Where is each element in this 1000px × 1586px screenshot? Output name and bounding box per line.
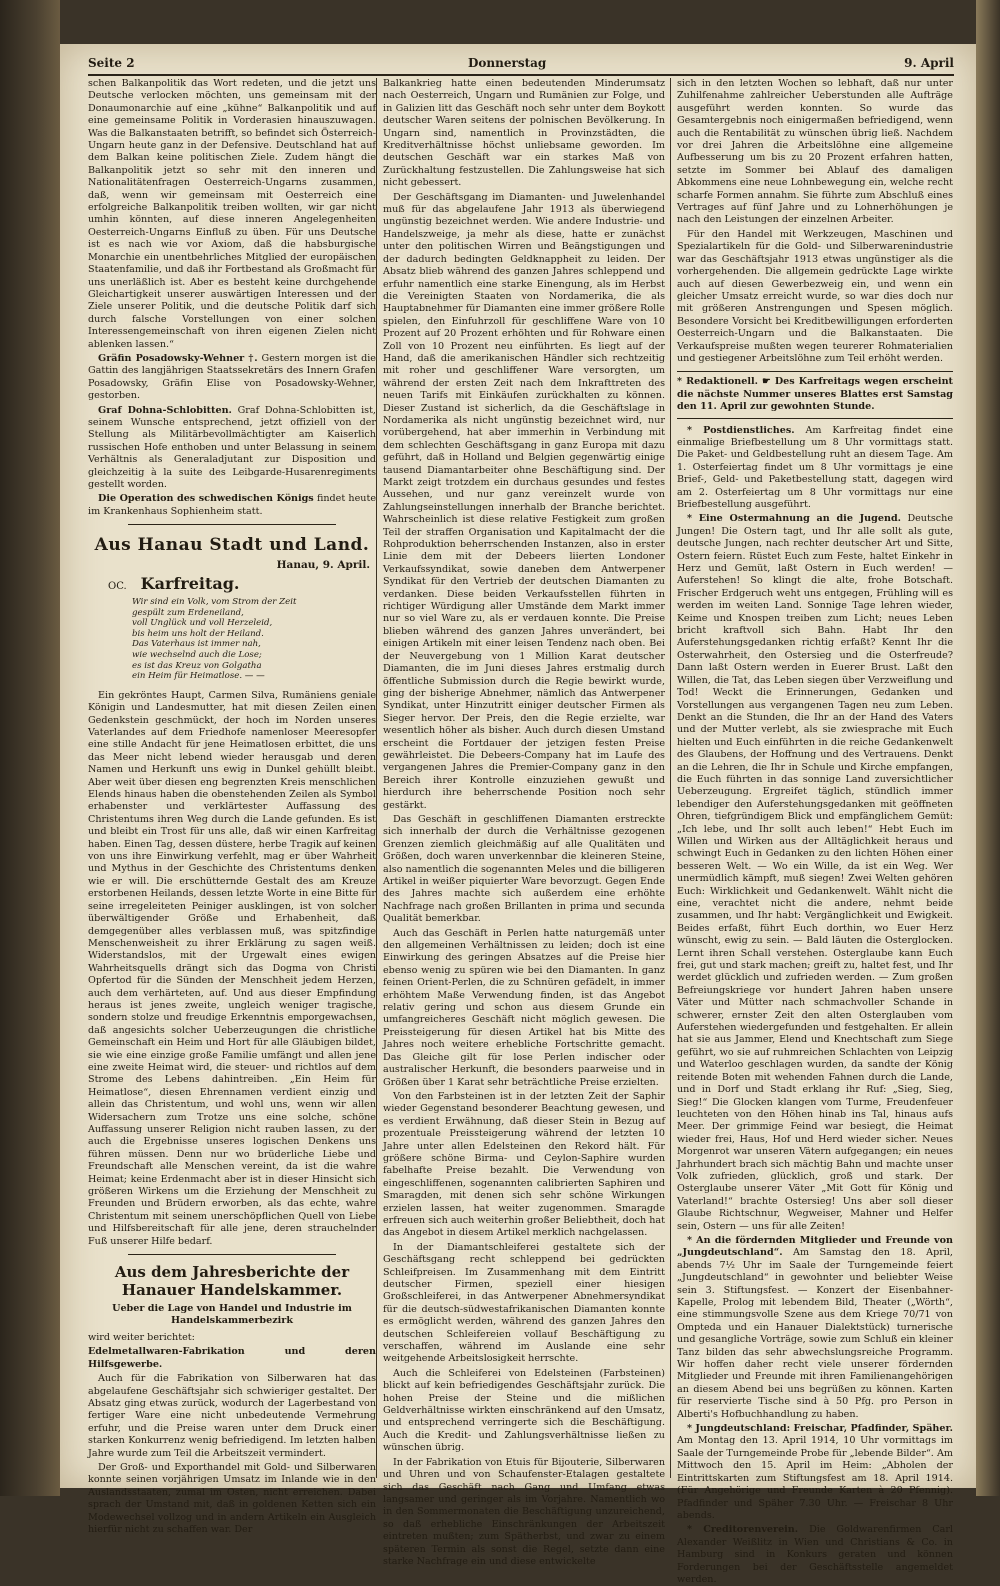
paragraph: In der Fabrikation von Etuis für Bijouterie, Silberwaren und Uhren und von Schaufenster-Etalagen gestaltete sich das Geschäft nach Gang und Umfang etwas langsamer und geringer als im Vorjahre. Namentlich wo in den Sommermonaten die Beschäftigung unzureichend, so daß erhebliche Einschränkungen der Arbeitszeit eintreten mußten; zum Spätherbst, und zwar zu einem späteren Termin als sonst die Regel, setzte dann eine starke Nachfrage ein und diese entwickelte [383,1456,665,1567]
poem [132,597,376,682]
paragraph: Von den Farbsteinen ist in der letzten Zeit der Saphir wieder Gegenstand besonderer Beachtung gewesen, und es verdient Erwähnung, daß dieser Stein in Bezug auf prozentuale Preissteigerung während der letzten 10 Jahre unter allen Edelsteinen den Rekord hält. Für größere schöne Birma- und Ceylon-Saphire wurden fabelhafte Preise bezahlt. Die Verwendung von eingeschliffenen, sogenannten calibrierten Saphiren und Smaragden, mit denen sich sehr schöne Wirkungen erzielen lassen, hat weiter zugenommen. Smaragde erfreuen sich auch weiterhin großer Beliebtheit, doch hat das Angebot in diesem Artikel merklich nachgelassen. [383,1090,665,1239]
paragraph: Für den Handel mit Werkzeugen, Maschinen und Spezialartikeln für die Gold- und Silberwarenindustrie war das Geschäftsjahr 1913 etwas ungünstiger als die vorhergehenden. Die allgemein gedrückte Lage wirkte auch auf diesen Gewerbezweig ein, und wenn ein gleicher Umsatz erreicht wurde, so war dies doch nur mit größeren Anstrengungen und Spesen möglich. Besondere Vorsicht bei Kreditbewilligungen erforderten Oesterreich-Ungarn und die Balkanstaaten. Die Verkaufspreise mußten wegen teurerer Rohmaterialien und gestiegener Arbeitslöhne zum Teil erhöht werden. [677,228,953,364]
paragraph: Ein gekröntes Haupt, Carmen Silva, Rumäniens geniale Königin und Landesmutter, hat mit diesen Zeilen einen Gedenkstein geschmückt, der hoch im Norden unseres Vaterlandes auf dem Friedhofe namenloser Meeresopfer eine stille Andacht für jene Heimatlosen erbittet, die uns das Meer nicht lebend wieder herausgab und deren Namen und Herkunft uns ewig in Dunkel gehüllt bleibt. Aber weit über diesen eng begrenzten Kreis menschlichen Elends hinaus haben die obenstehenden Zeilen als Symbol erhabenster und verklärtester Auffassung des Christentums ihren Weg durch die Lande gefunden. Es ist und bleibt ein Trost für uns alle, daß wir einen Karfreitag haben. Einen Tag, dessen düstere, herbe Tragik auf keinen von uns ihre Einwirkung verfehlt, mag er über Wahrheit und Mythus in der Geschichte des Christentums denken wie er will. Die erschütternde Gestalt des am Kreuze erstorbenen Heilands, dessen letzte Worte in eine Bitte für seine irregeleiteten Peiniger ausklingen, ist von solcher überwältigender Größe und Erhabenheit, daß demgegenüber alles verblassen muß, was spitzfindige Menschenweisheit zu ihrer Erklärung zu sagen weiß. Widerstandslos, mit der Urgewalt eines ewigen Wahrheitsquells drängt sich das Dogma von Christi Opfertod für die Sünden der Menschheit jedem Herzen, auch dem verhärteten, auf. Und aus dieser Empfindung heraus ist jenes zweite, ungleich weniger tragische, sondern stolze und freudige Erkenntnis emporgewachsen, daß angesichts solcher Ueberzeugungen die christliche Gemeinschaft ein Heim und Hort für alle Gläubigen bildet, sie wie eine einzige große Familie umfängt und allen jene eine zweite Heimat wird, die steuer- und richtlos auf dem Strome des Lebens dahintreiben. „Ein Heim für Heimatlose“, diesen Ehrennamen verdient einzig und allein das Christentum, und wohl uns, wenn wir allen Widersachern zum Trotze uns eine solche, schöne Auffassung unserer Religion nicht rauben lassen, zu der auch die Ergebnisse unseres logischen Denkens uns führen müssen. Denn nur wo brüderliche Liebe und Freundschaft alle Menschen vereint, da ist die wahre Heimat; keine Erdenmacht aber ist in dieser Hinsicht sich größeren Wirkens um die Erziehung der Menschheit zu Freunden und Brüdern erworben, als das echte, wahre Christentum mit seinem unerschöpflichen Quell von Liebe und Hilfsbereitschaft für alle jene, deren strauchelnder Fuß unserer Hilfe bedarf. [88,689,376,1247]
paragraph: Auch die Schleiferei von Edelsteinen (Farbsteinen) blickt auf kein befriedigendes Geschäftsjahr zurück. Die hohen Preise der Steine und die mißlichen Geldverhältnisse wirkten einschränkend auf den Umsatz, und entsprechend verringerte sich die Beschäftigung. Auch die Kredit- und Zahlungsverhältnisse ließen zu wünschen übrig. [383,1367,665,1454]
news-item [677,513,953,1233]
divider [128,524,336,525]
page-number: Seite 2 [88,56,135,70]
news-heading: * Jungdeutschland: Freischar, Pfadfinder, Späher. [687,1423,953,1435]
paragraph: Auch für die Fabrikation von Silberwaren hat das abgelaufene Geschäftsjahr sich schwieriger gestaltet. Der Absatz ging etwas zurück, wodurch der Lagerbestand von fertiger Ware eine nicht unbedeutende Vermehrung erfuhr, und die Preise waren unter dem Druck einer starken Konkurrenz wenig befriedigend. Im letzten halben Jahre wurde zum Teil die Arbeitszeit vermindert. [88,1373,376,1459]
news-heading: * Creditorenverein. [687,1524,799,1536]
notice-text: Des Karfreitags wegen erscheint die nächste Nummer unseres Blattes erst Samstag den 11. April zur gewohnten Stunde. [677,376,953,413]
page-edge-right [976,0,1000,1496]
poem-line: gespült zum Erdeneiland, [132,607,244,618]
report-subtitle: Ueber die Lage von Handel und Industrie im Handelskammerbezirk [112,1303,352,1327]
news-item [677,1423,953,1522]
column-2 [376,78,665,1567]
news-item [88,353,376,403]
news-text: Gestern morgen ist die Gattin des langjährigen Staatssekretärs des Innern Grafen Posadowsky, Gräfin Elise von Posadowsky-Wehner, gestorben. [88,352,376,402]
news-heading: * An die fördernden Mitglieder und Freunde von „Jungdeutschland“. [677,1234,953,1259]
date: 9. April [904,56,954,70]
paragraph: Der Geschäftsgang im Diamanten- und Juwelenhandel muß für das abgelaufene Jahr 1913 als überwiegend ungünstig bezeichnet werden. Wie andere Industrie- und Handelszweige, ja mehr als diese, hatte er zunächst unter den politischen Wirren und Beängstigungen und der dadurch bedingten Geldknappheit zu leiden. Der Absatz blieb während des ganzen Jahres schleppend und erfuhr namentlich eine starke Einengung, als im Herbst die Vereinigten Staaten von Nordamerika, die als Hauptabnehmer für Diamanten eine immer größere Rolle spielen, den Einfuhrzoll für geschliffene Ware von 10 Prozent auf 20 Prozent erhöhten und für Rohware einen Zoll von 10 Prozent neu einführten. Es liegt auf der Hand, daß die amerikanischen Händler sich rechtzeitig mit roher und geschliffener Ware versorgten, um während der ersten Zeit nach dem Inkrafttreten des neuen Tarifs mit Einkäufen zurückhalten zu können. Dieser Zustand ist sicherlich, da die Geschäftslage in Nordamerika als nicht ungünstig bezeichnet wird, nur vorübergehend, hat aber immerhin in Verbindung mit dem schlechten Geschäftsgang in ganz Europa mit dazu geführt, daß in Holland und Belgien gegenwärtig einige tausend Diamantarbeiter ohne Beschäftigung sind. Der Markt zeigt trotzdem ein durchaus gesundes und festes Aussehen, und nur ganz vereinzelt wurde von Zahlungseinstellungen innerhalb der Branche berichtet. Wahrscheinlich ist diese relative Festigkeit zum großen Teil der straffen Organisation und Kapitalmacht der die Rohproduktion beherrschenden Instanzen, also in erster Linie dem mit der Debeers liierten Londoner Verkaufssyndikat, sowie daneben dem Antwerpener Syndikat für den Vertrieb der deutschen Diamanten zu verdanken. Diese beiden Verkaufsstellen führten in richtiger Würdigung aller Umstände dem Markt immer nur so viel Ware zu, als er verdauen konnte. Die Preise blieben während des ganzen Jahres unverändert, bei einigen Artikeln mit einer leisen Tendenz nach oben. Bei der Neuvergebung von 1 Million Karat deutscher Diamanten, die im Juni dieses Jahres erstmalig durch öffentliche Submission durch die Regie bewirkt wurde, ging der bisherige Abnehmer, nämlich das Antwerpener Syndikat, unter Hinzutritt einiger deutscher Firmen als Sieger hervor. Der Preis, den die Regie erzielte, war wesentlich höher als bisher. Auch durch diesen Umstand erscheint die Fortdauer der jetzigen festen Preise gewährleistet. Die Debeers-Company hat im Laufe des vergangenen Jahres die Premier-Company ganz in den Bereich ihrer Kontrolle einzuziehen gewußt und hierdurch ihre beherrschende Position noch sehr gestärkt. [383,191,665,811]
news-text: Die Goldwarenfirmen Carl Alexander Weißlitz in Wien und Christians & Co. in Hamburg sind in Konkurs geraten und können Forderungen bei der Geschäftsstelle angemeldet werden. [677,1524,954,1585]
news-text: Am Montag den 13. April 1914, 10 Uhr vormittags im Saale der Turngemeinde Probe für „lebende Bilder“. Am Mittwoch den 15. April im Heim: „Abholen der Eintrittskarten zum Stiftungsfest am 18. April 1914. (Für Angehörige und Freunde Karten à 20 Pfennig). Pfadfinder und Späher 7.30 Uhr. — Freischar 8 Uhr abends. [677,1435,953,1521]
news-item [677,1524,953,1586]
news-item [88,493,376,518]
author-mark: OC. [108,580,127,592]
pointing-hand-icon: ☛ [762,376,771,388]
dateline: Hanau, 9. April. [276,559,370,572]
news-text: Graf Dohna-Schlobitten ist, seinem Wunsche entsprechend, jetzt offiziell von der Stellung als Militärbevollmächtigter am Kaiserlich russischen Hofe enthoben und unter Belassung in seinem Verhältnis als Generaladjutant zur Disposition und gleichzeitig à la suite des Leibgarde-Husarenregiments gestellt worden. [88,404,376,490]
poem-line: bis heim uns holt der Heiland. [132,628,264,639]
divider [128,1254,336,1255]
news-item [677,425,953,512]
poem-heading: Karfreitag. [140,573,240,593]
poem-line: Das Vaterhaus ist immer nah, [132,639,261,650]
news-item [88,405,376,492]
paragraph: Das Geschäft in geschliffenen Diamanten erstreckte sich innerhalb der durch die Verhältnisse gezogenen Grenzen ziemlich gleichmäßig auf alle Qualitäten und Größen, doch waren unverkennbar die kleineren Steine, also namentlich die sogenannten Meles und die billigeren Artikel in weißer piquierter Ware bevorzugt. Gegen Ende des Jahres machte sich außerdem eine erhöhte Nachfrage nach großen Brillanten in prima und secunda Qualität bemerkbar. [383,813,665,925]
subheading: Edelmetallwaren-Fabrikation und deren Hilfsgewerbe. [88,1346,376,1370]
report-intro: wird weiter berichtet: [88,1331,195,1343]
news-text: Am Samstag den 18. April, abends 7½ Uhr im Saale der Turngemeinde feiert „Jungdeutschland“ in gewohnter und beliebter Weise sein 3. Stiftungsfest. — Konzert der Eisenbahner-Kapelle, Prolog mit lebendem Bild, Theater („Wörth“, eine stimmungsvolle Szene aus dem Kriege 70/71 von Ompteda und ein Hanauer Dialektstück) turnerische und gesangliche Vorträge, sowie zum Schluß ein kleiner Tanz bilden das sehr abwechslungsreiche Programm. Wir hoffen daher recht viele unserer fördernden Mitglieder und Freunde mit ihren Familienangehörigen an diesem Abend bei uns begrüßen zu können. Karten für reservierte Tische sind à 50 Pfg. pro Person in Alberti's Hofbuchhandlung zu haben. [677,1247,953,1420]
paragraph: In der Diamantschleiferei gestaltete sich der Geschäftsgang recht schleppend bei gedrückten Schleifpreisen. Im Zusammenhang mit dem Eintritt deutscher Firmen, speziell einer hiesigen Großschleiferei, in das Antwerpener Abnehmersyndikat für die deutsch-südwestafrikanischen Diamanten konnte es ermöglicht werden, während des ganzen Jahres den deutschen Schleifereien vollauf Beschäftigung zu verschaffen, während im Auslande eine sehr weitgehende Arbeitslosigkeit herrschte. [383,1241,665,1365]
poem-line: voll Unglück und voll Herzeleid, [132,618,273,629]
paragraph: Balkankrieg hatte einen bedeutenden Minderumsatz nach Oesterreich, Ungarn und Rumänien zur Folge, und in Galizien litt das Geschäft noch sehr unter dem Boykott deutscher Waren seitens der polnischen Bevölkerung. In Ungarn sind, namentlich in Provinzstädten, die Kreditverhältnisse höchst unliebsame geworden. Im deutschen Geschäft war ein starkes Maß von Zurückhaltung festzustellen. Die Zahlungsweise hat sich nicht gebessert. [383,78,665,189]
poem-title [108,573,376,593]
poem-line: Wir sind ein Volk, vom Strom der Zeit [132,597,297,608]
notice-heading: * Redaktionell. [677,376,758,388]
paragraph: Der Groß- und Exporthandel mit Gold- und Silberwaren konnte seinen vorjährigen Umsatz im Inlande wie in den Auslandsstaaten, zumal im Osten, nicht erreichen. Dabei sprach der Umstand mit, daß in goldenen Ketten sich ein Modewechsel vollzog und in andern Artikeln ein Ausgleich hierfür nicht zu schaffen war. Der [88,1461,376,1535]
weekday: Donnerstag [468,56,547,70]
news-heading: * Postdienstliches. [687,424,795,436]
page-header [88,56,954,76]
news-text: findet heute im Krankenhaus Sophienheim statt. [88,493,376,517]
section-title: Aus Hanau Stadt und Land. [94,535,370,556]
paragraph: sich in den letzten Wochen so lebhaft, daß nur unter Zuhilfenahme zahlreicher Ueberstunden alle Aufträge ausgeführt werden konnten. So wurde das Gesamtergebnis noch einigermaßen befriedigend, wenn auch die Rentabilität zu wünschen übrig ließ. Nachdem vor drei Jahren die Arbeitslöhne eine allgemeine Aufbesserung um bis zu 20 Prozent erfahren hatten, setzte im Sommer bei Ablauf des damaligen Abkommens eine neue Lohnbewegung ein, welche recht scharfe Formen annahm. Sie führte zum Abschluß eines Vertrages auf fünf Jahre und zu Lohnerhöhungen je nach den Leistungen der einzelnen Arbeiter. [677,78,953,226]
poem-line: es ist das Kreuz von Golgatha [132,660,262,671]
news-heading: * Eine Ostermahnung an die Jugend. [687,513,901,525]
page-edge-shadow [0,0,60,1496]
column-1 [88,78,376,1535]
news-heading: Die Operation des schwedischen Königs [98,493,314,505]
column-3 [670,78,954,1585]
poem-line: wie wechselnd auch die Lose; [132,650,262,660]
poem-line: ein Heim für Heimatlose. — — [132,671,265,682]
news-item [677,1235,953,1421]
newspaper-page [60,44,976,1585]
news-text: Am Karfreitag findet eine einmalige Briefbestellung um 8 Uhr vormittags statt. Die Paket- und Geldbestellung ruht an diesem Tage. Am 1. Osterfeiertag findet um 8 Uhr vormittags je eine Brief-, Geld- und Paketbestellung statt, dagegen wird am 2. Osterfeiertag um 8 Uhr vormittags nur eine Briefbestellung ausgeführt. [677,424,953,510]
news-text: Deutsche Jungen! Die Ostern tagt, und Ihr alle sollt als gute, deutsche Jungen, nach rechter deutscher Art und Sitte, Ostern feiern. Rüstet Euch zum Feste, haltet Einkehr in Herz und Gemüt, laßt Ostern in Euch werden! — Auferstehen! So klingt die alte, frohe Botschaft. Frischer Erdgeruch weht uns entgegen, Frühling will es werden im weiten Land. Sonnige Tage lehren wieder, Keime und Knospen treiben zum Licht; neues Leben bricht kraftvoll sich Bahn. Habt Ihr den Auferstehungsgedanken richtig erfaßt? Kennt Ihr die Osterwahrheit, den Ostersieg und die Osterfreude? Dann laßt Ostern werden in Euerer Brust. Laßt den Willen, die Tat, das Leben siegen über Verzweiflung und Tod! Weckt die Erinnerungen, Gedanken und Vorstellungen aus vergangenen Tagen neu zum Leben. Denkt an die Stunden, die Ihr an der Hand des Vaters und der Mutter verlebt, als sie zwiesprache mit Euch hielten und Euch einführten in die reiche Gedankenwelt des Glaubens, der Hoffnung und des Vertrauens. Denkt an die Lehren, die Ihr in Schule und Kirche empfangen, die Euch führten in das sonnige Land zuversichtlicher Ueberzeugung. Ergreifet täglich, stündlich immer lebendiger den Auferstehungsgedanken mit geöffneten Ohren, tiefgründigem Blick und empfänglichem Gemüt: „Ich lebe, und Ihr sollt auch leben!“ Hebt Euch im Willen und Wirken aus der Alltäglichkeit heraus und schwingt Euch in Gedanken zu den lichten Höhen einer besseren Welt. — Wo ein Wille, da ist ein Weg. Wer unermüdlich kämpft, muß siegen! Zwei Welten gehören Euch: Wirklichkeit und Gedankenwelt. Wählt nicht die eine, verachtet nicht die andere, nehmt beide zusammen, und Ihr habt: Vergänglichkeit und Ewigkeit. Beides erfaßt, führt Euch dorthin, wo Euer Herz wünscht, ewig zu sein. — Bald läuten die Osterglocken. Lernt ihren Schall verstehen. Osterglaube kann Euch frei, gut und stark machen; greift zu, haltet fest, und Ihr werdet glücklich und zufrieden werden. — Zum großen Befreiungskriege vor hundert Jahren haben unsere Väter und Mütter nach schmachvoller Schande in schwerer, ernster Zeit den alten Osterglauben vom Auferstehen wiedergefunden und festgehalten. Er allein hat sie aus Jammer, Elend und Knechtschaft zum Siege geführt, wo sie auf ruhmreichen Schlachten von Leipzig und Waterloo geschlagen wurden, da sandte der König reitende Boten mit wehenden Fahnen durch die Lande, und in Dorf und Stadt erklang ihr Ruf: „Sieg, Sieg, Sieg!“ Die Glocken klangen vom Turme, Freudenfeuer leuchteten von den Höhen hinab ins Tal, hinaus aufs Meer. Der grimmige Feind war besiegt, die Heimat wieder frei, Haus, Hof und Herd wieder sicher. Neues Morgenrot war unseren Vätern aufgegangen; ein neues Jahrhundert brach sich mächtig Bahn und machte unser Volk zufrieden, glücklich, groß und stark. Der Osterglaube unserer Väter „Mit Gott für König und Vaterland!“ brachte Ostersieg! Uns aber soll dieser Glaube Richtschnur, Wegweiser, Mahner und Helfer sein, Ostern — uns für alle Zeiten! [677,513,953,1232]
news-heading: Graf Dohna-Schlobitten. [98,404,232,416]
editorial-notice [677,371,953,418]
paragraph: Auch das Geschäft in Perlen hatte naturgemäß unter den allgemeinen Verhältnissen zu leiden; doch ist eine Einwirkung des geringen Absatzes auf die Preise hier ebenso wenig zu spüren wie bei den Diamanten. In ganz feinen Orient-Perlen, die zu Schnüren gefädelt, in immer erhöhtem Maße Verwendung finden, ist das Angebot relativ gering und schon aus diesem Grunde ein umfangreicheres Geschäft nicht möglich gewesen. Die Preissteigerung für diesen Artikel hat bis Mitte des Jahres noch weitere erhebliche Fortschritte gemacht. Das Gleiche gilt für lose Perlen indischer oder australischer Herkunft, die besonders paarweise und in Größen über 1 Karat sehr beträchtliche Preise erzielten. [383,927,665,1088]
report-title: Aus dem Jahresberichte der Hanauer Handelskammer. [114,1263,350,1300]
paragraph: schen Balkanpolitik das Wort redeten, und die jetzt uns Deutsche verlocken möchten, uns gemeinsam mit der Donaumonarchie auf eine „kühne“ Balkanpolitik und auf eine gemeinsame Politik in Vorderasien hinauszuwagen. Was die Balkanstaaten betrifft, so befindet sich Österreich-Ungarn heute ganz in der Defensive. Deutschland hat auf dem Balkan keine politischen Ziele. Zudem hängt die Balkanpolitik jetzt so sehr mit den inneren und Nationalitätenfragen Oesterreich-Ungarns zusammen, daß, wenn wir gemeinsam mit Oesterreich eine erfolgreiche Balkanpolitik treiben wollten, wir gar nicht umhin könnten, auf diese inneren Angelegenheiten Oesterreich-Ungarns Einfluß zu üben. Für uns Deutsche ist es nach wie vor Axiom, daß die habsburgische Monarchie ein unentbehrliches Mitglied der europäischen Staatenfamilie, und daß ihr Fortbestand als Großmacht für uns unerläßlich ist. Aber es besteht keine durchgehende Gleichartigkeit unserer auswärtigen Interessen und der Ziele unserer Politik, und die deutsche Politik darf sich durch falsche Vorstellungen von einer solchen Interessengemeinschaft von ihren eigenen Zielen nicht ablenken lassen.“ [88,78,376,350]
news-heading: Gräfin Posadowsky-Wehner †. [98,352,258,364]
